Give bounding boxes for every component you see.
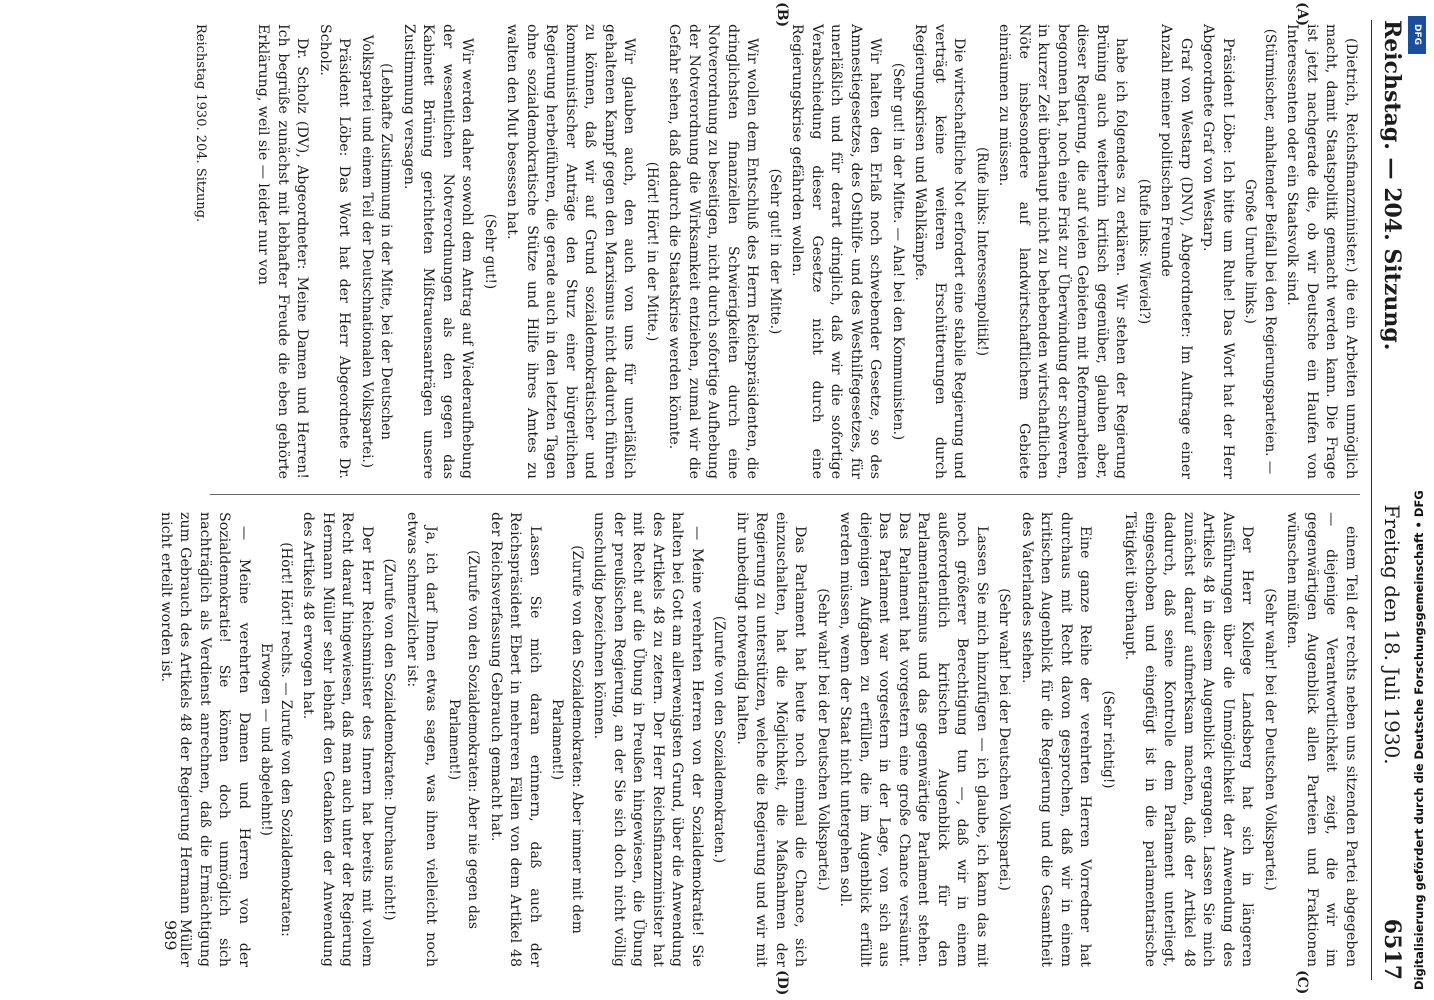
- column-divider: [210, 494, 1360, 495]
- interjection: (Sehr wahr! bei der Deutschen Volkspartei.): [1262, 588, 1278, 891]
- margin-marker-d: (D): [774, 970, 790, 996]
- footer-session-note: Reichstag 1930. 204. Sitzung.: [193, 24, 208, 223]
- dfg-logo: DFG: [1408, 16, 1426, 54]
- interjection: (Stürmischer, anhaltender Beifall bei den Regierungsparteien. — Große Unruhe links.): [1242, 28, 1278, 475]
- page-header: [1371, 20, 1412, 980]
- paragraph: Der Herr Kollege Landsberg hat sich in längeren Ausführungen über die Unmöglichkeit der Anwendung des Artikels 48 in diesem Augenblick ergangen. Lassen Sie mich zunächst darauf aufmerksam machen, daß der Artikel 48 dadurch, daß seine Kontrolle dem Parlament unterliegt, eingeschoben und eingefügt ist in die parlamentarische Tätigkeit überhaupt.: [1122, 512, 1256, 967]
- interjection: (Hört! Hört! in der Mitte.): [644, 161, 660, 342]
- paragraph: Lassen Sie mich hinzufügen — ich glaube, ich kann das mit noch größerer Berechtigung tun —, daß wir in einem außerordentlich kritischen Augenblick für den Parlamentarismus und das gegenwärtige Parlament stehen. Das Parlament hat vorgestern eine große Chance versäumt. Das Parlament war vorgestern in der Lage, von sich aus diejenigen Aufgaben zu erfüllen, die im Augenblick erfüllt werden müssen, wenn der Staat nicht untergehen soll.: [837, 512, 990, 967]
- rotated-document-page: [90, 0, 1430, 1000]
- header-session: Reichstag. — 204. Sitzung.: [1379, 20, 1405, 351]
- interjection: (Zurufe von den Sozialdemokraten: Aber nie gegen das Parlament!): [446, 550, 482, 929]
- interjection: (Sehr gut! in der Mitte. — Aha! bei den Kommunisten.): [890, 62, 906, 441]
- right-text-column: [153, 512, 1361, 967]
- margin-marker-a: (A): [1294, 2, 1310, 27]
- paragraph: habe ich folgendes zu erklären. Wir stehen der Regierung Brüning auch weiterhin kritisch gegenüber, glauben aber, dieser Regierung, die auf vielen Gebieten mit Reformarbeiten begonnen hat, noch eine Frist zur Überwindung der schweren, in kurzer Zeit überhaupt nicht zu behebenden wirtschaftlichen Nöte insbesondere auf landwirtschaftlichem Gebiete einräumen zu müssen.: [996, 24, 1130, 479]
- interjection: (Rufe links: Wieviel?): [1136, 178, 1152, 325]
- interjection: (Zurufe von den Sozialdemokraten.): [711, 615, 728, 864]
- paragraph: Wir wollen dem Entschluß des Herrn Reichspräsidenten, die dringlichsten finanziellen Schwierigkeiten durch eine Notverordnung zu beseitigen, nicht durch sofortige Aufhebung der Notverordnung die Wirksamkeit entziehen, zumal wir die Gefahr sehen, daß dadurch die Staatskrise werden könnte.: [666, 24, 761, 479]
- margin-marker-c: (C): [1294, 970, 1310, 995]
- paragraph: — Meine verehrten Herren von der Sozialdemokratie! Sie halten bei Gott am allerwenigsten Grund, über die Anwendung des Artikels 48 zu zetern. Der Herr Reichsfinanzminister hat mit Recht auf die Übung in Preußen hingewiesen, die Übung der preußischen Regierung, an der Sie sich doch nicht völlig unschuldig bezeichnen können.: [591, 512, 705, 967]
- paragraph: Wir glauben auch, den auch von uns für unerläßlich gehaltenen Kampf gegen den Marxismus nicht dadurch führen zu können, daß wir auf Grund sozialdemokratischer und kommunistischer Anträge den Sturz einer bürgerlichen Regierung herbeiführen, die gerade auch in den letzten Tagen ohne sozialdemokratische Stütze und Hilfe ihres Amtes zu walten den Mut besessen hat.: [504, 24, 638, 479]
- speaker-paragraph: Präsident Löbe: Ich bitte um Ruhe! Das Wort hat der Herr Abgeordnete Graf von Westarp.: [1200, 24, 1236, 479]
- header-page-number: 6517: [1379, 918, 1405, 980]
- interjection: (Sehr richtig!): [1100, 690, 1116, 789]
- paragraph: Lassen Sie mich daran erinnern, daß auch der Reichspräsident Ebert in mehreren Fällen von dem Artikel 48 der Reichsverfassung Gebrauch gemacht hat.: [488, 512, 543, 967]
- paragraph: Ja, ich darf Ihnen etwas sagen, was ihnen vielleicht noch etwas schmerzlicher ist:: [404, 512, 440, 967]
- left-text-column: [250, 24, 1360, 479]
- speaker-paragraph: Graf von Westarp (DNV), Abgeordneter: Im Auftrage einer Anzahl meiner politischen Freunde: [1158, 24, 1194, 479]
- interjection: (Sehr wahr! bei der Deutschen Volkspartei.): [996, 588, 1013, 891]
- speaker-paragraph: Dr. Scholz (DV), Abgeordneter: Meine Damen und Herren! Ich begrüße zunächst mit lebhafter Freude die eben gehörte Erklärung, weil sie — leider nur von: [255, 24, 311, 479]
- interjection: (Lebhafte Zustimmung in der Mitte, bei der Deutschen Volkspartei und einem Teil der Deutschnationalen Volkspartei.): [359, 34, 395, 469]
- paragraph: Der Herr Reichsminister des Innern hat bereits mit vollem Recht darauf hingewiesen, daß man auch unter der Regierung Hermann Müller sehr lebhaft den Gedanken der Anwendung des Artikels 48 erwogen hat.: [300, 512, 375, 967]
- paragraph: Eine ganze Reihe der verehrten Herren Vorredner hat durchaus mit Recht davon gesprochen, daß wir in einem kritischen Augenblick für die Regierung und die Gesamtheit des Vaterlandes stehen.: [1019, 512, 1094, 967]
- interjection: (Sehr gut! in der Mitte.): [767, 168, 783, 335]
- dfg-notice-strip: [1408, 10, 1430, 990]
- interjection: (Sehr wahr! bei der Deutschen Volkspartei.): [815, 588, 831, 891]
- header-date: Freitag den 18. Juli 1930.: [1380, 504, 1404, 765]
- speaker-paragraph: Präsident Löbe: Das Wort hat der Herr Abgeordnete Dr. Scholz.: [317, 24, 353, 479]
- paragraph: Wir halten den Erlaß noch schwebender Gesetze, so des Amnestiegesetzes, des Osthilfe- und des Westhilfegesetzes, für unerläßlich und für derart dringlich, daß wir die sofortige Verabschiedung dieser Gesetze nicht durch eine Regierungskrise gefährden wollen.: [789, 24, 884, 479]
- footer-page-number: 989: [161, 920, 180, 951]
- interjection: (Hört! Hört! rechts. — Zurufe von den Sozialdemokraten: Erwogen — und abgelehnt!): [258, 542, 294, 937]
- paragraph: Die wirtschaftliche Not erfordert eine stabile Regierung und verträgt keine weiteren Erschütterungen durch Regierungskrisen und Wahlkämpfe.: [912, 24, 968, 479]
- paragraph: Wir werden daher sowohl dem Antrag auf Wiederaufhebung der wesentlichen Notverordnungen als den gegen das Kabinett Brüning gerichteten Mißtrauensanträgen unsere Zustimmung versagen.: [401, 24, 476, 479]
- margin-marker-b: (B): [774, 2, 790, 28]
- paragraph: (Dietrich, Reichsfinanzminister.) die ein Arbeiten unmöglich macht, damit Staatspolitik gemacht werden kann. Die Frage ist jetzt nachgerade die, ob wir Deutsche ein Haufen von Interessenten oder ein Staatsvolk sind.: [1284, 24, 1359, 479]
- interjection: (Rufe links: Interessenpolitik!): [974, 146, 990, 357]
- interjection: (Zurufe von den Sozialdemokraten: Durchaus nicht!): [381, 558, 398, 921]
- paragraph: einem Teil der rechts neben uns sitzenden Partei abgegeben — diejenige Verantwortlichkeit zeigt, die wir im gegenwärtigen Augenblick allen Parteien und Fraktionen wünschen müßten.: [1284, 512, 1359, 967]
- dfg-notice-text: Digitalisierung gefördert durch die Deutsche Forschungsgemeinschaft • DFG: [1412, 490, 1426, 990]
- paragraph: — Meine verehrten Damen und Herren von der Sozialdemokratie! Sie können doch unmöglich sich nachträglich als Verdienst anrechnen, daß die Ermächtigung zum Gebrauch des Artikels 48 der Regierung Hermann Müller nicht erteilt worden ist.: [158, 512, 252, 967]
- interjection: (Zurufe von den Sozialdemokraten: Aber immer mit dem Parlament!): [549, 545, 585, 934]
- interjection: (Sehr gut!): [482, 213, 498, 290]
- paragraph: Das Parlament hat heute noch einmal die Chance, sich einzuschalten, hat die Möglichkeit, die Maßnahmen der Regierung zu unterstützen, welche die Regierung und wir mit ihr unbedingt notwendig halten.: [734, 512, 809, 967]
